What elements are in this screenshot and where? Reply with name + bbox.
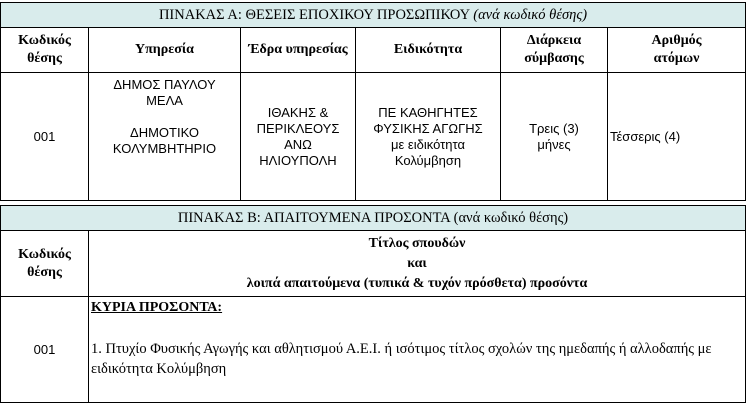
duration-line1: Τρεις (3) [529,120,579,136]
service-line1: ΔΗΜΟΣ ΠΑΥΛΟΥ [113,77,216,92]
row-a-code: 001 [1,73,89,201]
table-b-title [1,206,746,231]
duration-line2: μήνες [537,136,571,152]
header-duration-line2: σύμβασης [524,51,584,66]
main-qualifications-heading: ΚΥΡΙΑ ΠΡΟΣΟΝΤΑ: [91,300,223,315]
header-b-title-line1: Τίτλος σπουδών [368,235,466,251]
table-b-title-text: ΠΙΝΑΚΑΣ Β: ΑΠΑΙΤΟΥΜΕΝΑ ΠΡΟΣΟΝΤΑ [177,210,450,226]
row-a-specialty [356,73,501,201]
row-a-seat [241,73,356,201]
header-b-code [1,231,89,297]
table-b [0,205,746,403]
header-code-line2: θέσης [27,51,62,66]
service-line4: ΚΟΛΥΜΒΗΤΗΡΙΟ [112,141,217,156]
specialty-line3: με ειδικότητα [391,136,465,152]
row-a-persons: Τέσσερις (4) [608,73,746,201]
specialty-line4: Κολύμβηση [394,152,462,168]
header-b-title-line3: λοιπά απαιτούμενα (τυπικά & τυχόν πρόσθετα) προσόντα [246,275,588,291]
specialty-line2: ΦΥΣΙΚΗΣ ΑΓΩΓΗΣ [373,120,483,136]
service-line3: ΔΗΜΟΤΙΚΟ [130,125,199,140]
header-b-code-line1: Κωδικός [18,246,71,262]
table-a-title [1,3,746,28]
header-persons-line2: ατόμων [653,51,700,66]
header-code-line1: Κωδικός [18,33,71,48]
table-a [0,2,746,201]
header-code [1,28,89,73]
seat-line3: ΑΝΩ [284,136,312,152]
header-persons [608,28,746,73]
header-b-title-line2: και [407,255,427,271]
seat-line4: ΗΛΙΟΥΠΟΛΗ [259,152,337,168]
table-a-title-suffix: (ανά κωδικό θέσης) [473,7,588,23]
header-service: Υπηρεσία [89,28,241,73]
header-b-title [89,231,746,297]
row-a-service [89,73,241,201]
row-a-duration [501,73,608,201]
specialty-line1: ΠΕ ΚΑΘΗΓΗΤΕΣ [378,104,478,120]
table-a-title-text: ΠΙΝΑΚΑΣ Α: ΘΕΣΕΙΣ ΕΠΟΧΙΚΟΥ ΠΡΟΣΩΠΙΚΟΥ [158,7,470,23]
seat-line1: ΙΘΑΚΗΣ & [267,104,329,120]
table-b-title-suffix: (ανά κωδικό θέσης) [453,210,569,226]
header-b-code-line2: θέσης [27,264,62,280]
header-specialty: Ειδικότητα [356,28,501,73]
header-persons-line1: Αριθμός [651,33,702,48]
header-seat: Έδρα υπηρεσίας [241,28,356,73]
requirement-text: 1. Πτυχίο Φυσικής Αγωγής και αθλητισμού Α.Ε.Ι. ή ισότιμος τίτλος σχολών της ημεδαπής ή αλλοδαπής με ειδικότητα Κολύμβηση [91,341,712,377]
row-b-requirements [89,297,746,403]
service-line2: ΜΕΛΑ [146,93,183,108]
header-duration-line1: Διάρκεια [526,33,582,48]
row-b-code: 001 [1,297,89,403]
header-duration [501,28,608,73]
seat-line2: ΠΕΡΙΚΛΕΟΥΣ [256,120,340,136]
